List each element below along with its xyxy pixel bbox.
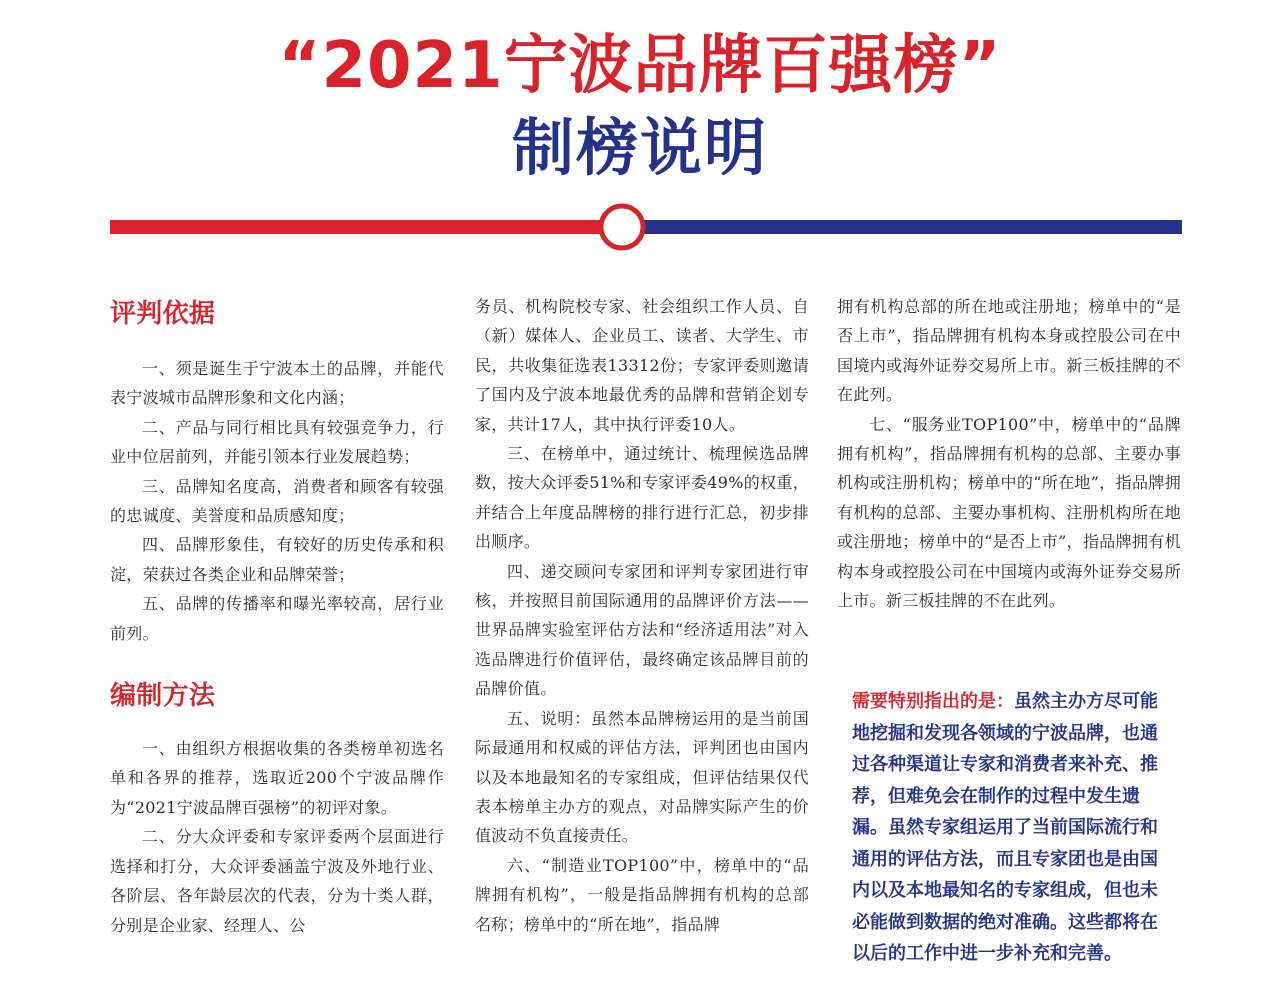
criteria-item: 一、须是诞生于宁波本土的品牌，并能代表宁波城市品牌形象和文化内涵； <box>110 359 444 408</box>
column-3 <box>837 292 1181 615</box>
method-item: 七、“服务业TOP100”中，榜单中的“品牌拥有机构”，指品牌拥有机构的总部、主要办事机构或注册机构；榜单中的“所在地”，指品牌拥有机构的总部、主要办事机构、注册机构所在地或注册地；榜单中的“是否上市”，指品牌拥有机构本身或控股公司在中国境内或海外证券交易所上市。新三板挂牌的不在此列。 <box>837 414 1181 611</box>
special-note-text: 虽然主办方尽可能地挖掘和发现各领域的宁波品牌，也通过各种渠道让专家和消费者来补充、推荐，但难免会在制作的过程中发生遗漏。虽然专家组运用了当前国际流行和通用的评估方法，而且专家团也是由国内以及本地最知名的专家组成，但也未必能做到数据的绝对准确。这些都将在以后的工作中进一步补充和完善。 <box>852 691 1158 964</box>
divider-center-circle <box>601 206 643 248</box>
column-1 <box>110 290 444 940</box>
method-continuation: 拥有机构总部的所在地或注册地；榜单中的“是否上市”，指品牌拥有机构本身或控股公司在中国境内或海外证券交易所上市。新三板挂牌的不在此列。 <box>837 297 1181 405</box>
method-item: 一、由组织方根据收集的各类榜单初选名单和各界的推荐，选取近200个宁波品牌作为“2021宁波品牌百强榜”的初评对象。 <box>110 739 444 817</box>
section-heading-method: 编制方法 <box>110 681 216 712</box>
divider-red-bar <box>110 220 622 234</box>
criteria-item: 四、品牌形象佳，有较好的历史传承和积淀，荣获过各类企业和品牌荣誉； <box>110 535 444 584</box>
special-note <box>852 686 1168 970</box>
title-divider <box>110 198 1182 258</box>
special-note-lead: 需要特别指出的是： <box>852 691 1014 712</box>
method-item: 六、“制造业TOP100”中，榜单中的“品牌拥有机构”，一般是指品牌拥有机构的总部名称；榜单中的“所在地”，指品牌 <box>475 855 809 934</box>
sub-title: 制榜说明 <box>511 111 768 184</box>
method-item: 二、分大众评委和专家评委两个层面进行选择和打分，大众评委涵盖宁波及外地行业、各阶层、各年龄层次的代表，分为十类人群，分别是企业家、经理人、公 <box>110 827 444 935</box>
method-item: 四、递交顾问专家团和评判专家团进行审核，并按照目前国际通用的品牌评价方法——世界品牌实验室评估方法和“经济适用法”对入选品牌进行价值评估，最终确定该品牌目前的品牌价值。 <box>475 561 809 699</box>
divider-blue-bar <box>622 220 1182 234</box>
section-heading-criteria: 评判依据 <box>110 299 216 329</box>
method-item: 三、在榜单中，通过统计、梳理候选品牌数，按大众评委51%和专家评委49%的权重，并结合上年度品牌榜的排行进行汇总，初步排出顺序。 <box>475 444 809 552</box>
criteria-item: 二、产品与同行相比具有较强竞争力，行业中位居前列，并能引领本行业发展趋势； <box>110 417 444 467</box>
method-continuation: 务员、机构院校专家、社会组织工作人员、自（新）媒体人、企业员工、读者、大学生、市民，共收集征选表13312份；专家评委则邀请了国内及宁波本地最优秀的品牌和营销企划专家，共计17人，其中执行评委10人。 <box>475 297 809 434</box>
main-title: “2021宁波品牌百强榜” <box>278 29 1002 103</box>
criteria-item: 三、品牌知名度高，消费者和顾客有较强的忠诚度、美誉度和品质感知度； <box>110 476 444 526</box>
method-item: 五、说明：虽然本品牌榜运用的是当前国际最通用和权威的评估方法，评判团也由国内以及本地最知名的专家组成，但评估结果仅代表本榜单主办方的观点，对品牌实际产生的价值波动不负直接责任。 <box>475 708 809 846</box>
criteria-item: 五、品牌的传播率和曝光率较高，居行业前列。 <box>110 594 444 643</box>
column-2 <box>475 292 809 939</box>
